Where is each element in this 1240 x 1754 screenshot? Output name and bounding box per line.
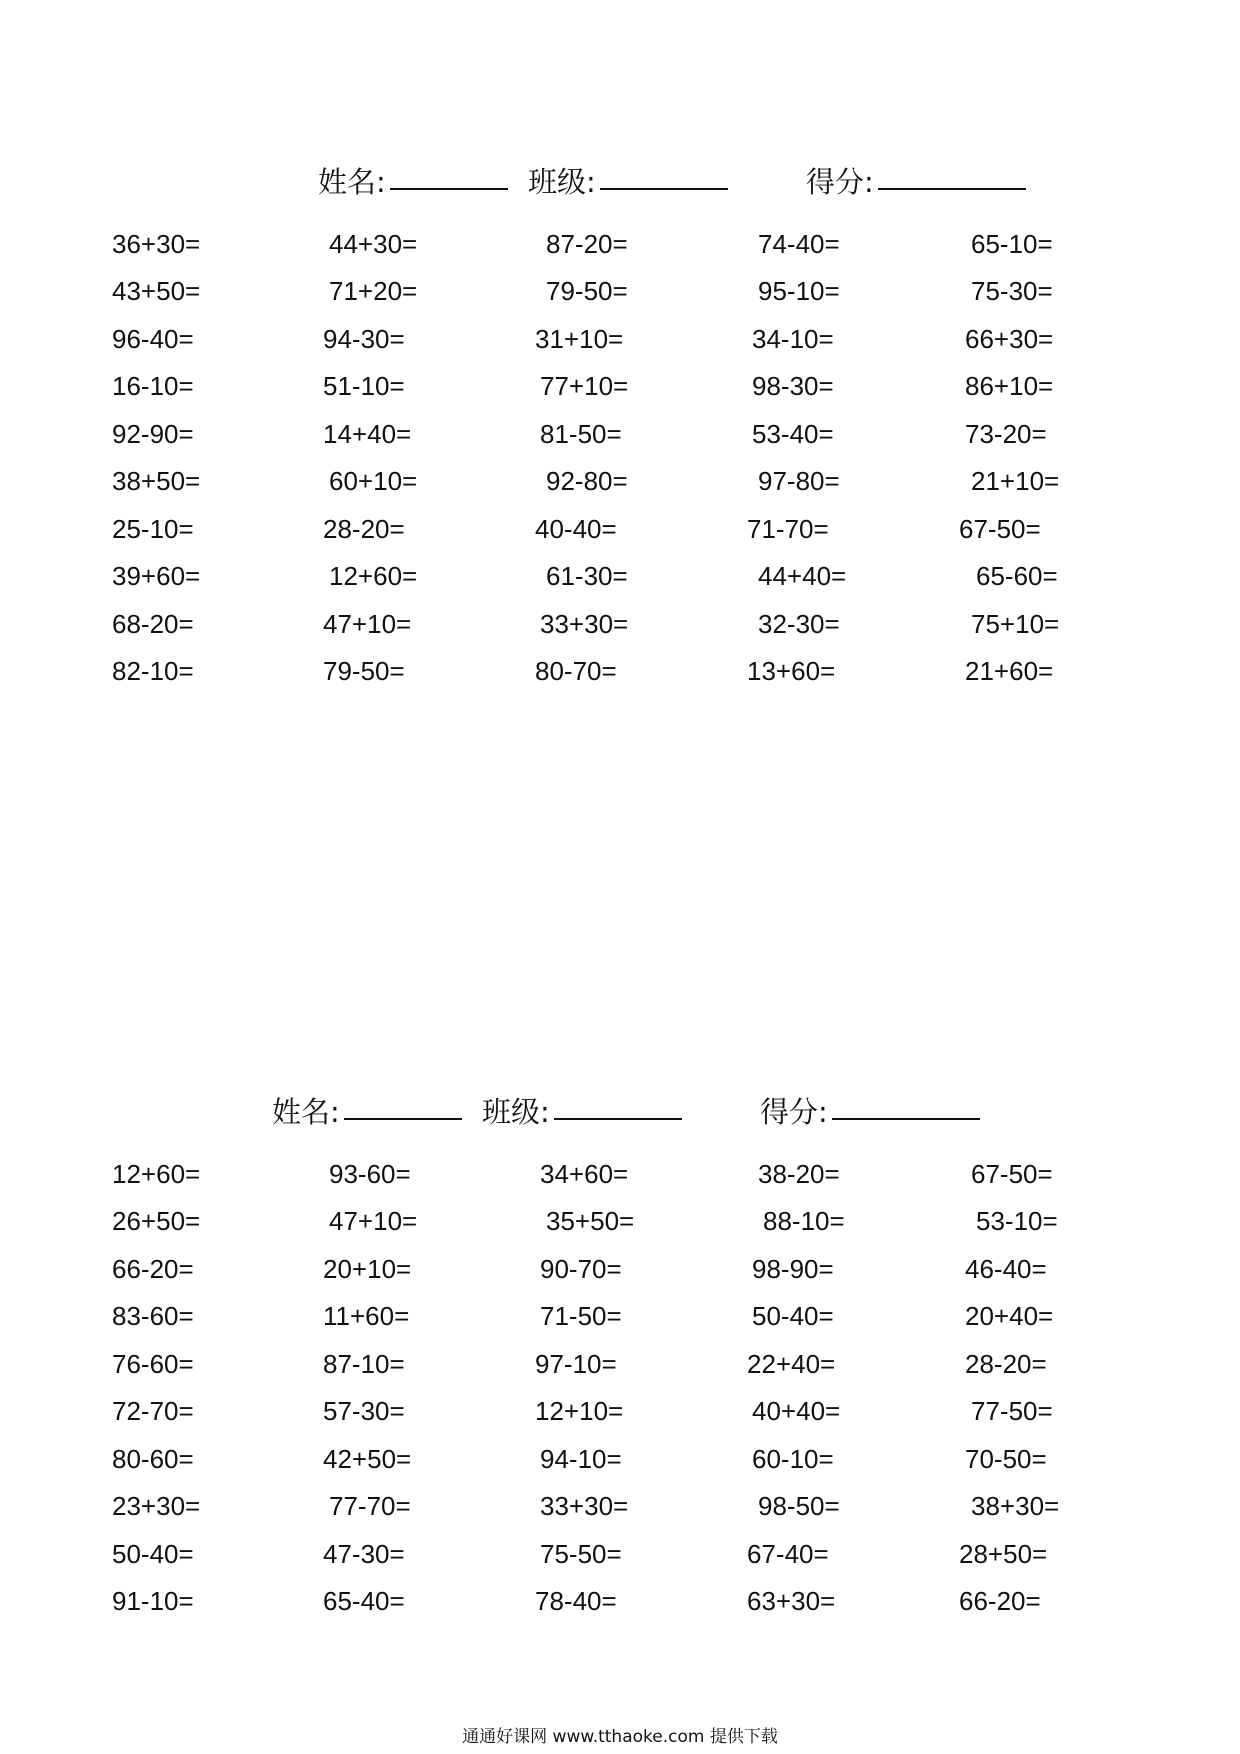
math-problem: 98-50= [758, 1491, 840, 1521]
math-problem: 96-40= [112, 324, 194, 354]
math-problem: 97-80= [758, 466, 840, 496]
problem-row [0, 323, 1240, 363]
math-problem: 21+10= [971, 466, 1060, 496]
math-problem: 65-60= [976, 561, 1058, 591]
math-problem: 16-10= [112, 371, 194, 401]
class-label: 班级: [528, 165, 596, 199]
math-problem: 40-40= [535, 514, 617, 544]
math-problem: 47+10= [323, 609, 412, 639]
math-problem: 21+60= [965, 656, 1054, 686]
name-label: 姓名: [272, 1095, 340, 1129]
class-blank-line [554, 1118, 682, 1120]
math-problem: 80-70= [535, 656, 617, 686]
math-problem: 73-20= [965, 419, 1047, 449]
math-problem: 34-10= [752, 324, 834, 354]
problem-row [0, 608, 1240, 648]
math-problem: 14+40= [323, 419, 412, 449]
math-problem: 57-30= [323, 1396, 405, 1426]
name-blank-line [390, 188, 508, 190]
math-problem: 36+30= [112, 229, 201, 259]
math-problem: 42+50= [323, 1444, 412, 1474]
problem-row [0, 370, 1240, 410]
math-problem: 66-20= [959, 1586, 1041, 1616]
class-field [482, 1094, 682, 1130]
math-problem: 86+10= [965, 371, 1054, 401]
math-problem: 51-10= [323, 371, 405, 401]
score-blank-line [832, 1118, 980, 1120]
math-problem: 34+60= [540, 1159, 629, 1189]
math-problem: 53-40= [752, 419, 834, 449]
name-field [272, 1094, 462, 1130]
math-problem: 77-50= [971, 1396, 1053, 1426]
math-problem: 67-50= [971, 1159, 1053, 1189]
math-problem: 13+60= [747, 656, 836, 686]
math-problem: 88-10= [763, 1206, 845, 1236]
math-problem: 11+60= [323, 1301, 410, 1331]
name-field [318, 164, 508, 200]
math-problem: 33+30= [540, 1491, 629, 1521]
math-problem: 79-50= [546, 276, 628, 306]
problem-row [0, 655, 1240, 695]
math-problem: 39+60= [112, 561, 201, 591]
math-problem: 68-20= [112, 609, 194, 639]
math-problem: 28-20= [323, 514, 405, 544]
math-problem: 83-60= [112, 1301, 194, 1331]
math-problem: 22+40= [747, 1349, 836, 1379]
math-problem: 70-50= [965, 1444, 1047, 1474]
math-problem: 82-10= [112, 656, 194, 686]
math-problem: 77-70= [329, 1491, 411, 1521]
math-problem: 20+40= [965, 1301, 1054, 1331]
math-problem: 32-30= [758, 609, 840, 639]
math-problem: 25-10= [112, 514, 194, 544]
math-problem: 92-90= [112, 419, 194, 449]
math-problem: 23+30= [112, 1491, 201, 1521]
problem-row [0, 1253, 1240, 1293]
math-problem: 79-50= [323, 656, 405, 686]
math-problem: 98-90= [752, 1254, 834, 1284]
math-problem: 26+50= [112, 1206, 201, 1236]
math-problem: 20+10= [323, 1254, 412, 1284]
math-problem: 91-10= [112, 1586, 194, 1616]
math-problem: 66+30= [965, 324, 1054, 354]
math-problem: 97-10= [535, 1349, 617, 1379]
math-problem: 67-40= [747, 1539, 829, 1569]
math-problem: 80-60= [112, 1444, 194, 1474]
problem-row [0, 1538, 1240, 1578]
math-problem: 65-40= [323, 1586, 405, 1616]
math-problem: 87-10= [323, 1349, 405, 1379]
math-problem: 44+40= [758, 561, 847, 591]
problem-row [0, 513, 1240, 553]
math-problem: 38-20= [758, 1159, 840, 1189]
math-problem: 87-20= [546, 229, 628, 259]
class-blank-line [600, 188, 728, 190]
math-problem: 38+30= [971, 1491, 1060, 1521]
math-problem: 47-30= [323, 1539, 405, 1569]
math-problem: 47+10= [329, 1206, 418, 1236]
math-problem: 75+10= [971, 609, 1060, 639]
math-problem: 94-10= [540, 1444, 622, 1474]
math-problem: 75-50= [540, 1539, 622, 1569]
math-problem: 65-10= [971, 229, 1053, 259]
score-label: 得分: [760, 1095, 828, 1129]
math-problem: 71-50= [540, 1301, 622, 1331]
math-problem: 40+40= [752, 1396, 841, 1426]
score-field [806, 164, 1026, 200]
math-problem: 92-80= [546, 466, 628, 496]
math-problem: 77+10= [540, 371, 629, 401]
math-problem: 75-30= [971, 276, 1053, 306]
class-field [528, 164, 728, 200]
footer-source-text: 通通好课网 www.tthaoke.com 提供下载 [462, 1727, 778, 1747]
math-problem: 33+30= [540, 609, 629, 639]
math-problem: 78-40= [535, 1586, 617, 1616]
name-label: 姓名: [318, 165, 386, 199]
score-label: 得分: [806, 165, 874, 199]
math-problem: 35+50= [546, 1206, 635, 1236]
math-problem: 12+10= [535, 1396, 624, 1426]
math-problem: 43+50= [112, 276, 201, 306]
problem-row [0, 1205, 1240, 1245]
problem-row [0, 1585, 1240, 1625]
math-problem: 94-30= [323, 324, 405, 354]
problem-row [0, 1490, 1240, 1530]
problem-row [0, 560, 1240, 600]
math-problem: 67-50= [959, 514, 1041, 544]
math-problem: 50-40= [112, 1539, 194, 1569]
problem-row [0, 1158, 1240, 1198]
math-problem: 28+50= [959, 1539, 1048, 1569]
math-problem: 72-70= [112, 1396, 194, 1426]
math-problem: 38+50= [112, 466, 201, 496]
math-problem: 60+10= [329, 466, 418, 496]
math-problem: 63+30= [747, 1586, 836, 1616]
problem-row [0, 1395, 1240, 1435]
math-problem: 61-30= [546, 561, 628, 591]
problem-row [0, 1443, 1240, 1483]
math-problem: 12+60= [329, 561, 418, 591]
math-problem: 76-60= [112, 1349, 194, 1379]
math-problem: 81-50= [540, 419, 622, 449]
math-problem: 95-10= [758, 276, 840, 306]
math-problem: 93-60= [329, 1159, 411, 1189]
math-problem: 12+60= [112, 1159, 201, 1189]
math-problem: 90-70= [540, 1254, 622, 1284]
math-problem: 74-40= [758, 229, 840, 259]
math-problem: 53-10= [976, 1206, 1058, 1236]
problem-row [0, 418, 1240, 458]
math-problem: 60-10= [752, 1444, 834, 1474]
math-problem: 71+20= [329, 276, 418, 306]
problem-row [0, 228, 1240, 268]
math-problem: 71-70= [747, 514, 829, 544]
score-blank-line [878, 188, 1026, 190]
math-problem: 66-20= [112, 1254, 194, 1284]
score-field [760, 1094, 980, 1130]
problem-row [0, 1300, 1240, 1340]
math-problem: 98-30= [752, 371, 834, 401]
math-problem: 46-40= [965, 1254, 1047, 1284]
class-label: 班级: [482, 1095, 550, 1129]
name-blank-line [344, 1118, 462, 1120]
problem-row [0, 275, 1240, 315]
math-problem: 44+30= [329, 229, 418, 259]
math-problem: 28-20= [965, 1349, 1047, 1379]
problem-row [0, 465, 1240, 505]
math-problem: 50-40= [752, 1301, 834, 1331]
math-problem: 31+10= [535, 324, 624, 354]
problem-row [0, 1348, 1240, 1388]
